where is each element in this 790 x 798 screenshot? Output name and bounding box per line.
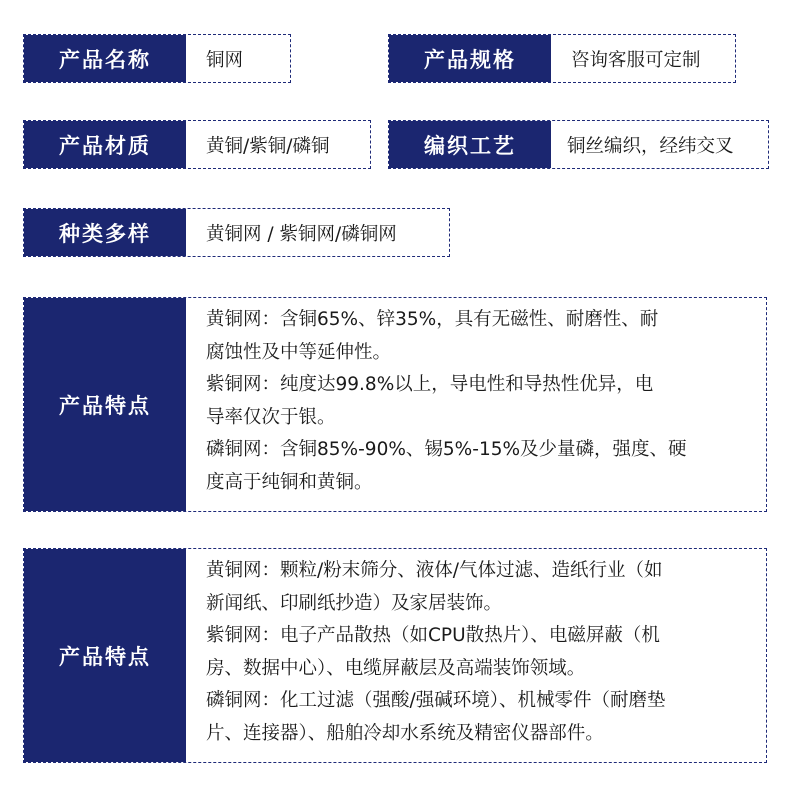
application-line: 磷铜网：化工过滤（强酸/强碱环境）、机械零件（耐磨垫 bbox=[206, 690, 666, 711]
row-product-spec bbox=[388, 34, 736, 83]
product-applications-text bbox=[186, 549, 674, 762]
weaving-craft-label: 编织工艺 bbox=[389, 121, 551, 168]
product-applications-label: 产品特点 bbox=[24, 549, 186, 762]
application-line: 紫铜网：电子产品散热（如CPU散热片）、电磁屏蔽（机 bbox=[206, 625, 660, 646]
feature-line: 黄铜网：含铜65%、锌35%，具有无磁性、耐磨性、耐 bbox=[206, 309, 659, 330]
variety-value: 黄铜网 / 紫铜网/磷铜网 bbox=[206, 223, 397, 245]
product-name-value: 铜网 bbox=[206, 49, 244, 71]
feature-line: 紫铜网：纯度达99.8%以上，导电性和导热性优异，电 bbox=[206, 374, 654, 395]
row-product-applications bbox=[23, 548, 767, 763]
feature-line: 导率仅次于银。 bbox=[206, 406, 336, 428]
row-product-material bbox=[23, 120, 371, 169]
application-line: 片、连接器）、船舶冷却水系统及精密仪器部件。 bbox=[206, 722, 604, 744]
product-material-value: 黄铜/紫铜/磷铜 bbox=[206, 135, 330, 157]
application-line: 新闻纸、印刷纸抄造）及家居装饰。 bbox=[206, 592, 503, 614]
feature-line: 腐蚀性及中等延伸性。 bbox=[206, 341, 392, 363]
product-spec-label: 产品规格 bbox=[389, 35, 551, 82]
weaving-craft-value: 铜丝编织，经纬交叉 bbox=[567, 135, 734, 157]
application-line: 房、数据中心）、电缆屏蔽层及高端装饰领域。 bbox=[206, 657, 586, 679]
row-product-name bbox=[23, 34, 291, 83]
feature-line: 度高于纯铜和黄铜。 bbox=[206, 471, 373, 493]
application-line: 黄铜网：颗粒/粉末筛分、液体/气体过滤、造纸行业（如 bbox=[206, 560, 663, 581]
product-material-label: 产品材质 bbox=[24, 121, 186, 168]
row-weaving-craft bbox=[388, 120, 769, 169]
feature-line: 磷铜网：含铜85%-90%、锡5%-15%及少量磷，强度、硬 bbox=[206, 439, 687, 460]
product-features-label: 产品特点 bbox=[24, 298, 186, 511]
row-product-features bbox=[23, 297, 767, 512]
product-name-label: 产品名称 bbox=[24, 35, 186, 82]
row-variety bbox=[23, 208, 450, 257]
product-spec-value: 咨询客服可定制 bbox=[571, 49, 701, 71]
product-features-text bbox=[186, 298, 695, 511]
variety-label: 种类多样 bbox=[24, 209, 186, 256]
